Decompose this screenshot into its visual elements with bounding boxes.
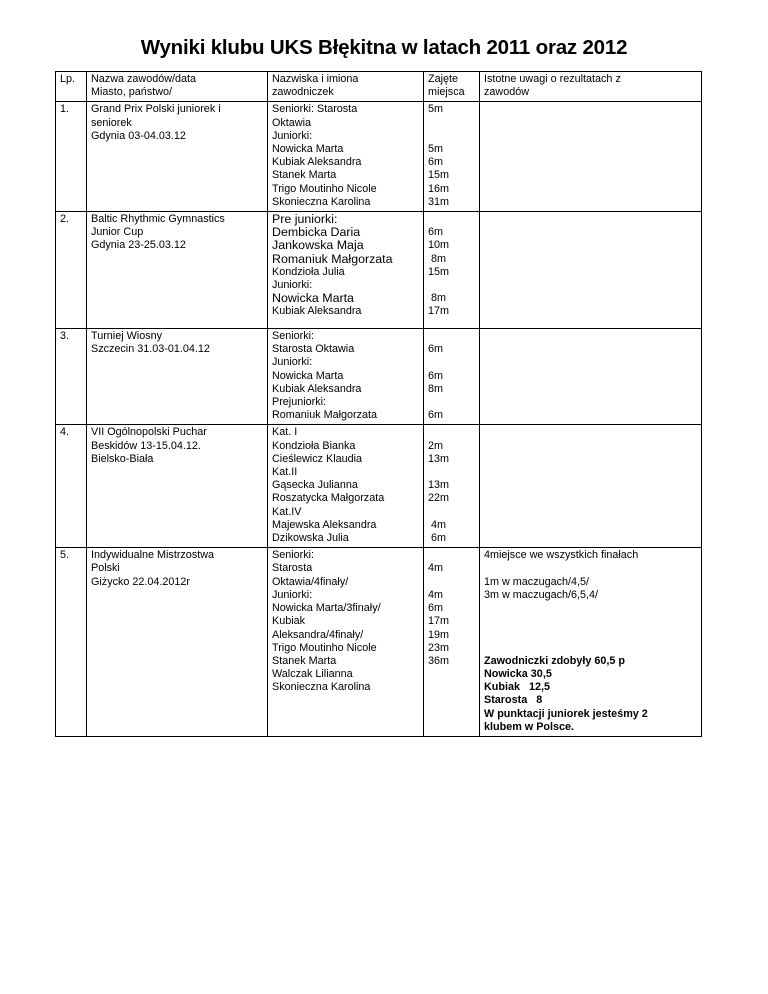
row-names: Seniorki: Starosta Oktawia/4finały/ Juniorki: Nowicka Marta/3finały/ Kubiak Aleksandra/4finały/ Trigo Moutinho Nicole Stanek Marta Walczak Lilianna Skonieczna Karolina xyxy=(268,548,424,737)
row-event: Turniej Wiosny Szczecin 31.03-01.04.12 xyxy=(87,329,268,425)
row-notes xyxy=(480,102,702,212)
row-names: Seniorki: Starosta Oktawia Juniorki: Nowicka Marta Kubiak Aleksandra Stanek Marta Trigo Moutinho Nicole Skonieczna Karolina xyxy=(268,102,424,212)
row-notes xyxy=(480,425,702,548)
row-lp: 2. xyxy=(56,212,87,329)
table-header-row xyxy=(56,72,702,102)
table-row xyxy=(56,102,702,212)
results-table xyxy=(55,71,702,737)
notes-points-summary: Zawodniczki zdobyły 60,5 p Nowicka 30,5 Kubiak 12,5 Starosta 8 W punktacji juniorek jesteśmy 2 klubem w Polsce. xyxy=(484,654,648,733)
row-notes xyxy=(480,329,702,425)
names-group-mixed: Kondzioła Julia Juniorki: xyxy=(272,265,345,292)
row-places: 2m 13m 13m 22m 4m 6m xyxy=(424,425,480,548)
row-places: 5m 5m 6m 15m 16m 31m xyxy=(424,102,480,212)
row-lp: 5. xyxy=(56,548,87,737)
row-names: Seniorki: Starosta Oktawia Juniorki: Nowicka Marta Kubiak Aleksandra Prejuniorki: Romaniuk Małgorzata xyxy=(268,329,424,425)
row-places: 4m 4m 6m 17m 19m 23m 36m xyxy=(424,548,480,737)
header-notes: Istotne uwagi o rezultatach z zawodów xyxy=(480,72,702,102)
row-names xyxy=(268,212,424,329)
row-event: Grand Prix Polski juniorek i seniorek Gdynia 03-04.03.12 xyxy=(87,102,268,212)
table-row xyxy=(56,212,702,329)
header-names: Nazwiska i imiona zawodniczek xyxy=(268,72,424,102)
row-names: Kat. I Kondzioła Bianka Cieślewicz Klaudia Kat.II Gąsecka Julianna Roszatycka Małgorzata Kat.IV Majewska Aleksandra Dzikowska Julia xyxy=(268,425,424,548)
names-group-prejunior: Pre juniorki: Dembicka Daria Jankowska Maja Romaniuk Małgorzata xyxy=(272,212,393,266)
row-event: VII Ogólnopolski Puchar Beskidów 13-15.04.12. Bielsko-Biała xyxy=(87,425,268,548)
row-notes xyxy=(480,212,702,329)
notes-results: 4miejsce we wszystkich finałach 1m w maczugach/4,5/ 3m w maczugach/6,5,4/ xyxy=(484,549,639,601)
names-group-junior-2: Kubiak Aleksandra xyxy=(272,305,362,318)
table-row xyxy=(56,548,702,737)
table-row xyxy=(56,329,702,425)
row-event: Baltic Rhythmic Gymnastics Junior Cup Gdynia 23-25.03.12 xyxy=(87,212,268,329)
names-group-junior: Nowicka Marta xyxy=(272,291,354,306)
row-notes xyxy=(480,548,702,737)
page-title: Wyniki klubu UKS Błękitna w latach 2011 oraz 2012 xyxy=(140,36,628,59)
header-event: Nazwa zawodów/data Miasto, państwo/ xyxy=(87,72,268,102)
row-lp: 4. xyxy=(56,425,87,548)
row-places: 6m 10m 8m 15m 8m 17m xyxy=(424,212,480,329)
table-row xyxy=(56,425,702,548)
row-event: Indywidualne Mistrzostwa Polski Giżycko 22.04.2012r xyxy=(87,548,268,737)
row-lp: 3. xyxy=(56,329,87,425)
row-places: 6m 6m 8m 6m xyxy=(424,329,480,425)
row-lp: 1. xyxy=(56,102,87,212)
header-place: Zajęte miejsca xyxy=(424,72,480,102)
header-lp: Lp. xyxy=(56,72,87,102)
